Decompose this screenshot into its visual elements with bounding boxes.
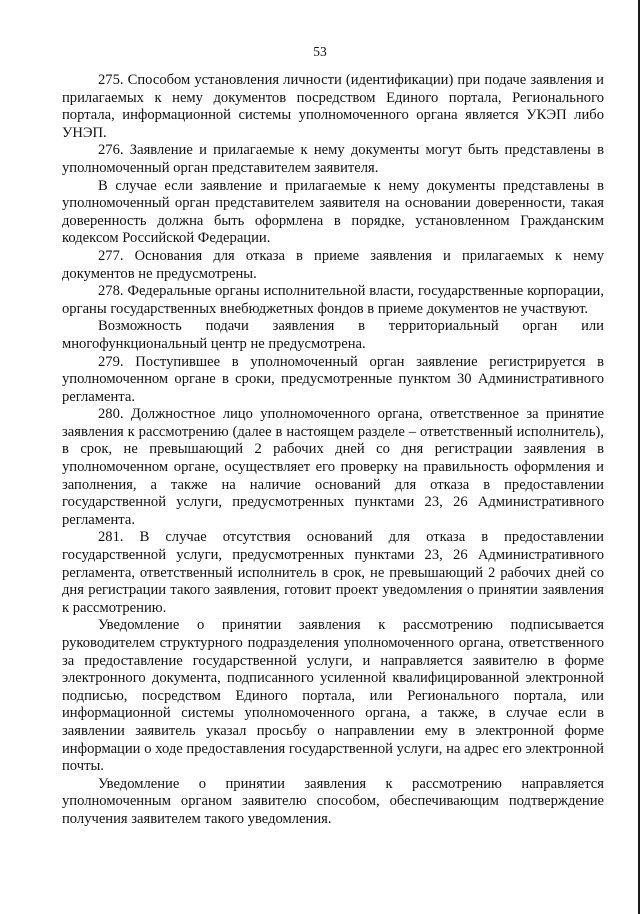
paragraph-281-notice-delivery: Уведомление о принятии заявления к рассмотрению направляется уполномоченным органом заявителю способом, обеспечивающим подтверждение получения заявителем такого уведомления.: [62, 775, 604, 827]
paragraph-279: 279. Поступившее в уполномоченный орган заявление регистрируется в уполномоченном органе в сроки, предусмотренные пунктом 30 Административного регламента.: [62, 353, 604, 405]
page-number: 53: [313, 44, 327, 59]
paragraph-278-territorial: Возможность подачи заявления в территориальный орган или многофункциональный центр не предусмотрена.: [62, 318, 604, 352]
paragraph-276: 276. Заявление и прилагаемые к нему документы могут быть представлены в уполномоченный орган представителем заявителя.: [62, 142, 604, 176]
paragraph-278: 278. Федеральные органы исполнительной власти, государственные корпорации, органы государственных внебюджетных фондов в приеме документов не участвуют.: [62, 283, 604, 317]
paragraph-281-notice-signing: Уведомление о принятии заявления к рассмотрению подписывается руководителем структурного подразделения уполномоченного органа, ответственного за предоставление государственной услуги, и направляется заявителю в форме электронного документа, подписанного усиленной квалифицированной электронной подписью, посредством Единого портала, или Регионального портала, или информационной системы уполномоченного органа, а также, в случае если в заявлении заявитель указал просьбу о направлении ему в электронной форме информации о ходе предоставления государственной услуги, на адрес его электронной почты.: [62, 617, 604, 775]
paragraph-275: 275. Способом установления личности (идентификации) при подаче заявления и прилагаемых к нему документов посредством Единого портала, Регионального портала, информационной системы уполномоченного органа является УКЭП либо УНЭП.: [62, 72, 604, 141]
document-body: [62, 72, 604, 829]
paragraph-277: 277. Основания для отказа в приеме заявления и прилагаемых к нему документов не предусмотрены.: [62, 247, 604, 282]
paragraph-276-representative: В случае если заявление и прилагаемые к нему документы представлены в уполномоченный орган представителем заявителя на основании доверенности, такая доверенность должна быть оформлена в порядке, установленном Гражданским кодексом Российской Федерации.: [62, 177, 604, 247]
paragraph-281: 281. В случае отсутствия оснований для отказа в предоставлении государственной услуги, предусмотренных пунктами 23, 26 Административного регламента, ответственный исполнитель в срок, не превышающий 2 рабочих дней со дня регистрации такого заявления, готовит проект уведомления о принятии заявления к рассмотрению.: [62, 529, 604, 616]
paragraph-280: 280. Должностное лицо уполномоченного органа, ответственное за принятие заявления к рассмотрению (далее в настоящем разделе – ответственный исполнитель), в срок, не превышающий 2 рабочих дней со дня регистрации заявления в уполномоченном органе, осуществляет его проверку на правильность оформления и заполнения, а также на наличие оснований для отказа в предоставлении государственной услуги, предусмотренных пунктами 23, 26 Административного регламента.: [62, 406, 604, 528]
